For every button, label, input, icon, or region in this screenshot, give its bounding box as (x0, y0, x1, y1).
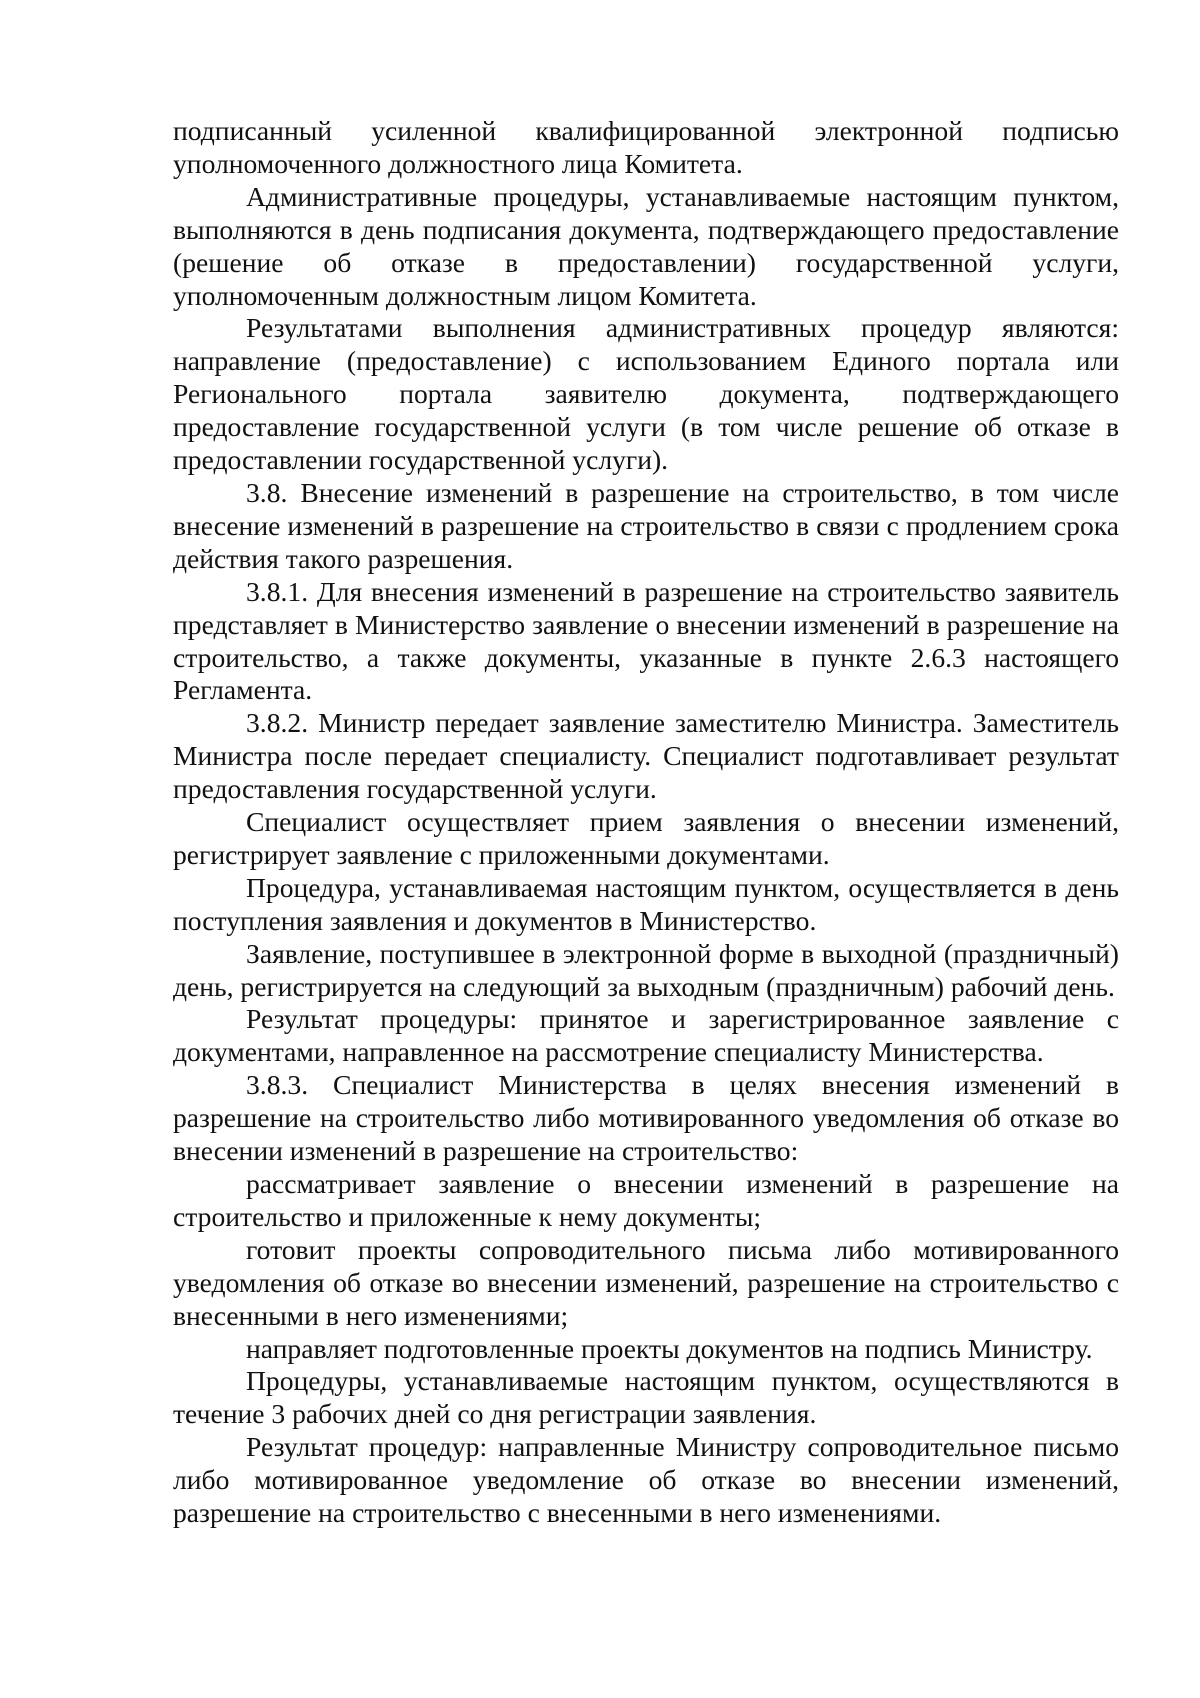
paragraph-admin-procedures: Административные процедуры, устанавливаемые настоящим пунктом, выполняются в день подписания документа, подтверждающего предоставление (решение об отказе в предоставлении) государственной услуги, уполномоченным должностным лицом Комитета. (173, 180, 1119, 311)
paragraph-procedure-result: Результат процедуры: принятое и зарегистрированное заявление с документами, направленное на рассмотрение специалисту Министерства. (173, 1003, 1119, 1068)
paragraph-reviews-application: рассматривает заявление о внесении изменений в разрешение на строительство и приложенные к нему документы; (173, 1168, 1119, 1232)
paragraph-section-3-8-1: 3.8.1. Для внесения изменений в разрешение на строительство заявитель представляет в Министерство заявление о внесении изменений в разрешение на строительство, а также документы, указанные в пункте 2.6.3 настоящего Регламента. (173, 575, 1119, 706)
paragraph-section-3-8-2: 3.8.2. Министр передает заявление заместителю Министра. Заместитель Министра после передает специалисту. Специалист подготавливает результат предоставления государственной услуги. (173, 707, 1119, 805)
paragraph-procedure-results: Результатами выполнения административных процедур являются: направление (предоставление) с использованием Единого портала или Регионального портала заявителю документа, подтверждающего предоставление государственной услуги (в том числе решение об отказе в предоставлении государственной услуги). (173, 312, 1119, 476)
paragraph-procedures-duration: Процедуры, устанавливаемые настоящим пунктом, осуществляются в течение 3 рабочих дней со дня регистрации заявления. (173, 1365, 1119, 1430)
paragraph-specialist-intake: Специалист осуществляет прием заявления о внесении изменений, регистрирует заявление с приложенными документами. (173, 806, 1119, 870)
paragraph-prepares-drafts: готовит проекты сопроводительного письма либо мотивированного уведомления об отказе во внесении изменений, разрешение на строительство с внесенными в него изменениями; (173, 1233, 1119, 1331)
paragraph-procedure-timing: Процедура, устанавливаемая настоящим пунктом, осуществляется в день поступления заявления и документов в Министерство. (173, 871, 1119, 936)
paragraph-holiday-registration: Заявление, поступившее в электронной форме в выходной (праздничный) день, регистрируется на следующий за выходным (праздничным) рабочий день. (173, 937, 1119, 1002)
document-page (173, 115, 1119, 1530)
paragraph-section-3-8: 3.8. Внесение изменений в разрешение на строительство, в том числе внесение изменений в разрешение на строительство в связи с продлением срока действия такого разрешения. (173, 476, 1119, 574)
paragraph-signature-continuation: подписанный усиленной квалифицированной электронной подписью уполномоченного должностного лица Комитета. (173, 115, 1119, 179)
paragraph-sends-for-signature: направляет подготовленные проекты документов на подпись Министру. (246, 1332, 1093, 1364)
paragraph-section-3-8-3: 3.8.3. Специалист Министерства в целях внесения изменений в разрешение на строительство либо мотивированного уведомления об отказе во внесении изменений в разрешение на строительство: (173, 1069, 1119, 1167)
paragraph-procedures-result: Результат процедур: направленные Министру сопроводительное письмо либо мотивированное уведомление об отказе во внесении изменений, разрешение на строительство с внесенными в него изменениями. (173, 1431, 1119, 1529)
